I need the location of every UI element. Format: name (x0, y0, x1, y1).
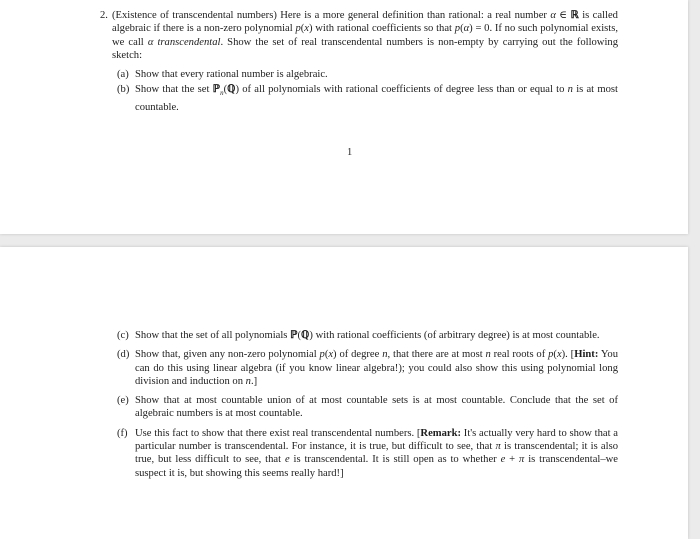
part-d-text-5: . (565, 349, 568, 361)
part-f-remark-1: It's actually very hard to show that a particular number is transcendental. For instance, it is true, but difficult to see, that (135, 427, 618, 453)
problem-2 (100, 9, 618, 116)
part-e (100, 394, 618, 421)
intro-text-2: is called algebraic if there is a non-zero polynomial (112, 10, 618, 35)
part-a-label: (a) (117, 69, 129, 81)
part-b-text-2: of all polynomials with rational coefficients of degree less than or equal to (242, 84, 565, 96)
part-a-text: Show that every rational number is algebraic. (135, 69, 328, 81)
part-d-text-2: of degree (339, 349, 380, 361)
intro-text-1: Here is a more general definition than rational: a real number (280, 10, 547, 21)
problem-number: 2. (100, 10, 108, 21)
part-c-text-2: with rational coefficients (of arbitrary degree) is at most countable. (315, 330, 600, 341)
intro-text-5: . Show the set of real transcendental numbers is non-empty by carrying out the following sketch: (112, 36, 618, 61)
part-f-remark-label: Remark: (420, 427, 462, 439)
part-f-text-1: Use this fact to show that there exist real transcendental numbers. (135, 427, 415, 439)
part-c: (c) Show that the set of all polynomials ℙ(ℚ) with rational coefficients (of arbitrary degree) is at most countable. (117, 330, 600, 341)
part-f-remark-3: is transcendental. It is still open as to whether (293, 454, 497, 466)
problem-intro: (Existence of transcendental numbers) Here is a more general definition than rational: a real number α ∈ ℝ is called algebraic if there is a non-zero polynomial p(x) with rational coefficients so that p(α) = 0. If no such polynomial exists, we call α transcendental. Show the set of real transcendental numbers is non-empty by carrying out the following sketch: (112, 10, 618, 61)
part-d-text-4: real roots of (493, 349, 546, 361)
part-a (100, 68, 618, 81)
part-d-hint-1: You can do this using linear algebra (if you know linear algebra!); you could also show this using polynomial long division and induction on (135, 349, 619, 387)
part-d: (d) Show that, given any non-zero polynomial p(x) of degree n, that there are at most n real roots of p(x). [Hint: You can do this using linear algebra (if you know linear algebra!); you could also show this using polynomial long division and induction on n.] (117, 349, 619, 387)
problem-title: (Existence of transcendental numbers) (112, 10, 277, 21)
part-c-text-1: Show that the set of all polynomials (135, 330, 288, 341)
intro-text-3: with rational coefficients so that (315, 23, 452, 35)
document-page-2 (0, 247, 688, 539)
part-d-label: (d) (117, 349, 130, 361)
intro-term-transcendental: transcendental (157, 36, 221, 48)
intro-text-4: . If no such polynomial exists, we call (112, 23, 618, 48)
part-d-text-1: Show that, given any non-zero polynomial (135, 349, 317, 361)
document-page-1 (0, 0, 688, 234)
part-d-hint-2: .] (250, 375, 258, 387)
page-number: 1 (347, 147, 353, 158)
part-b-text-1: Show that the set (135, 84, 210, 96)
part-e-text: Show that at most countable union of at most countable sets is at most countable. Conclude that the set of algebraic numbers is at most countable. (135, 395, 618, 420)
parts-list-page-2 (100, 329, 618, 486)
part-f-remark-4: is transcendental–we suspect it is, but showing this seems really hard!] (135, 454, 618, 479)
part-f-label: (f) (117, 427, 128, 439)
part-d-hint-label: Hint: (574, 349, 599, 361)
part-c-label: (c) (117, 330, 129, 341)
part-f-remark-2: is transcendental; it is also true, but less difficult to see, that (135, 441, 618, 466)
part-d-text-3: , that there are at most (387, 349, 483, 361)
part-b-text-3: is at most countable. (135, 84, 618, 113)
part-f: (f) Use this fact to show that there exist real transcendental numbers. [Remark: It's actually very hard to show that a particular number is transcendental. For instance, it is true, but difficult to see, that π is transcendental; it is also true, but less difficult to see, that e is transcendental. It is still open as to whether e + π is transcendental–we suspect it is, but showing this seems really hard!] (117, 427, 618, 479)
part-b: (b) Show that the set ℙ$_n$(ℚ) of all polynomials with rational coefficients of degree less than or equal to n is at most countable. (117, 84, 618, 113)
part-b-label: (b) (117, 84, 130, 96)
part-e-label: (e) (117, 395, 129, 407)
parts-list-page-1 (100, 68, 618, 114)
